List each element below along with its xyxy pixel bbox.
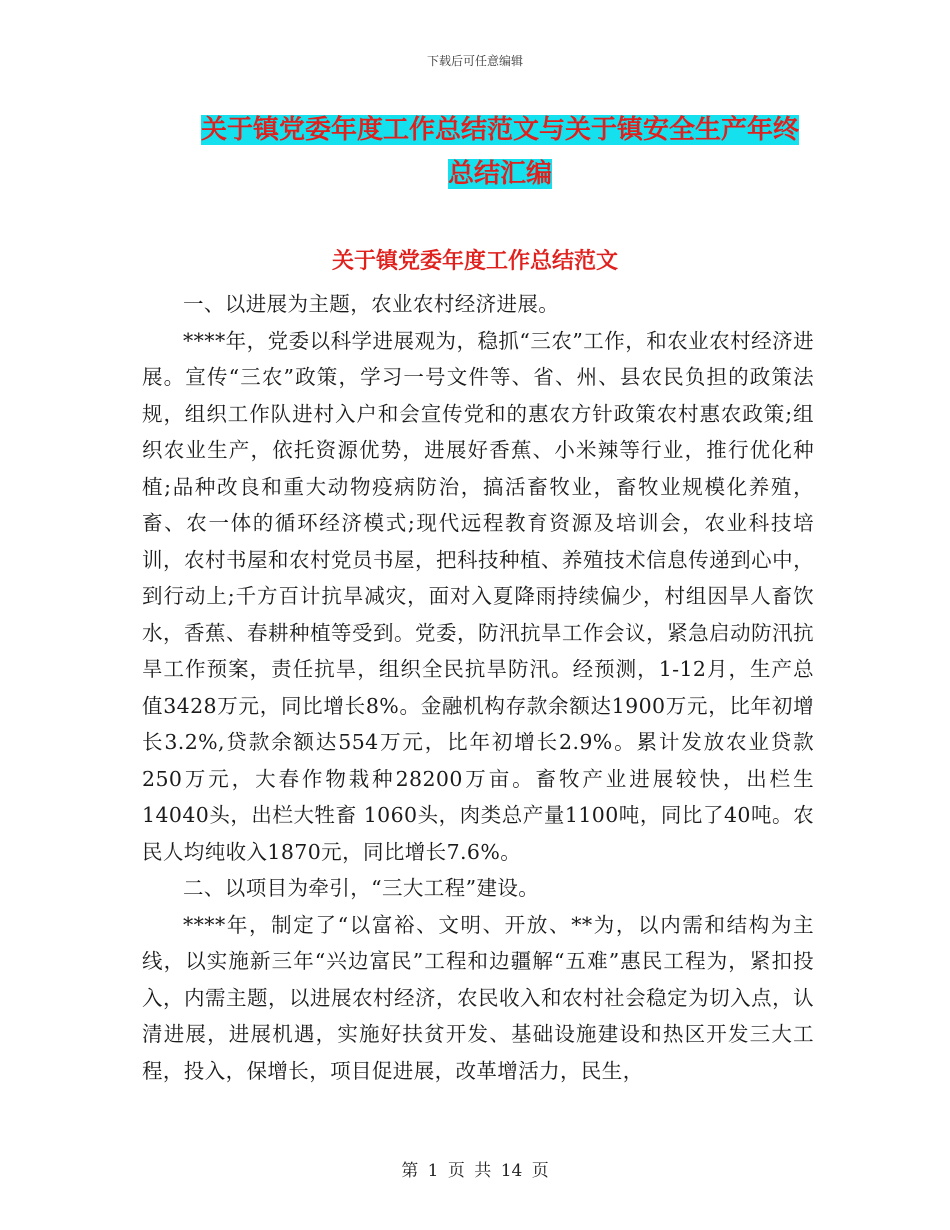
document-body bbox=[142, 286, 814, 1089]
page-indicator: 第 1 页 共 14 页 bbox=[401, 1161, 549, 1181]
document-title-line-1: 关于镇党委年度工作总结范文与关于镇安全生产年终 bbox=[200, 115, 799, 145]
paragraph: ****年，制定了“以富裕、文明、开放、**为，以内需和结构为主线，以实施新三年“兴边富民”工程和边疆解“五难”惠民工程为，紧扣投入，内需主题，以进展农村经济，农民收入和农村社会稳定为切入点，认清进展，进展机遇，实施好扶贫开发、基础设施建设和热区开发三大工程，投入，保增长，项目促进展，改革增活力，民生， bbox=[142, 912, 814, 1083]
paragraph-heading-1: 一、以进展为主题，农业农村经济进展。 bbox=[183, 292, 560, 316]
paragraph-heading-2: 二、以项目为牵引，“三大工程”建设。 bbox=[183, 876, 540, 900]
section-title: 关于镇党委年度工作总结范文 bbox=[331, 249, 618, 274]
paragraph: ****年，党委以科学进展观为，稳抓“三农”工作，和农业农村经济进展。宣传“三农”政策，学习一号文件等、省、州、县农民负担的政策法规，组织工作队进村入户和会宣传党和的惠农方针政策农村惠农政策;组织农业生产，依托资源优势，进展好香蕉、小米辣等行业，推行优化种植;品种改良和重大动物疫病防治，搞活畜牧业，畜牧业规模化养殖，畜、农一体的循环经济模式;现代远程教育资源及培训会，农业科技培训，农村书屋和农村党员书屋，把科技种植、养殖技术信息传递到心中，到行动上;千方百计抗旱减灾，面对入夏降雨持续偏少，村组因旱人畜饮水，香蕉、春耕种植等受到。党委，防汛抗旱工作会议，紧急启动防汛抗旱工作预案，责任抗旱，组织全民抗旱防汛。经预测，1-12月，生产总值3428万元，同比增长8%。金融机构存款余额达1900万元，比年初增长3.2%,贷款余额达554万元，比年初增长2.9%。累计发放农业贷款250万元，大春作物栽种28200万亩。畜牧产业进展较快，出栏生14040头，出栏大牲畜 1060头，肉类总产量1100吨，同比了40吨。农民人均纯收入1870元，同比增长7.6%。 bbox=[142, 328, 814, 864]
document-title bbox=[140, 108, 860, 196]
document-title-line-2: 总结汇编 bbox=[447, 159, 552, 189]
download-note: 下载后可任意编辑 bbox=[426, 54, 523, 68]
